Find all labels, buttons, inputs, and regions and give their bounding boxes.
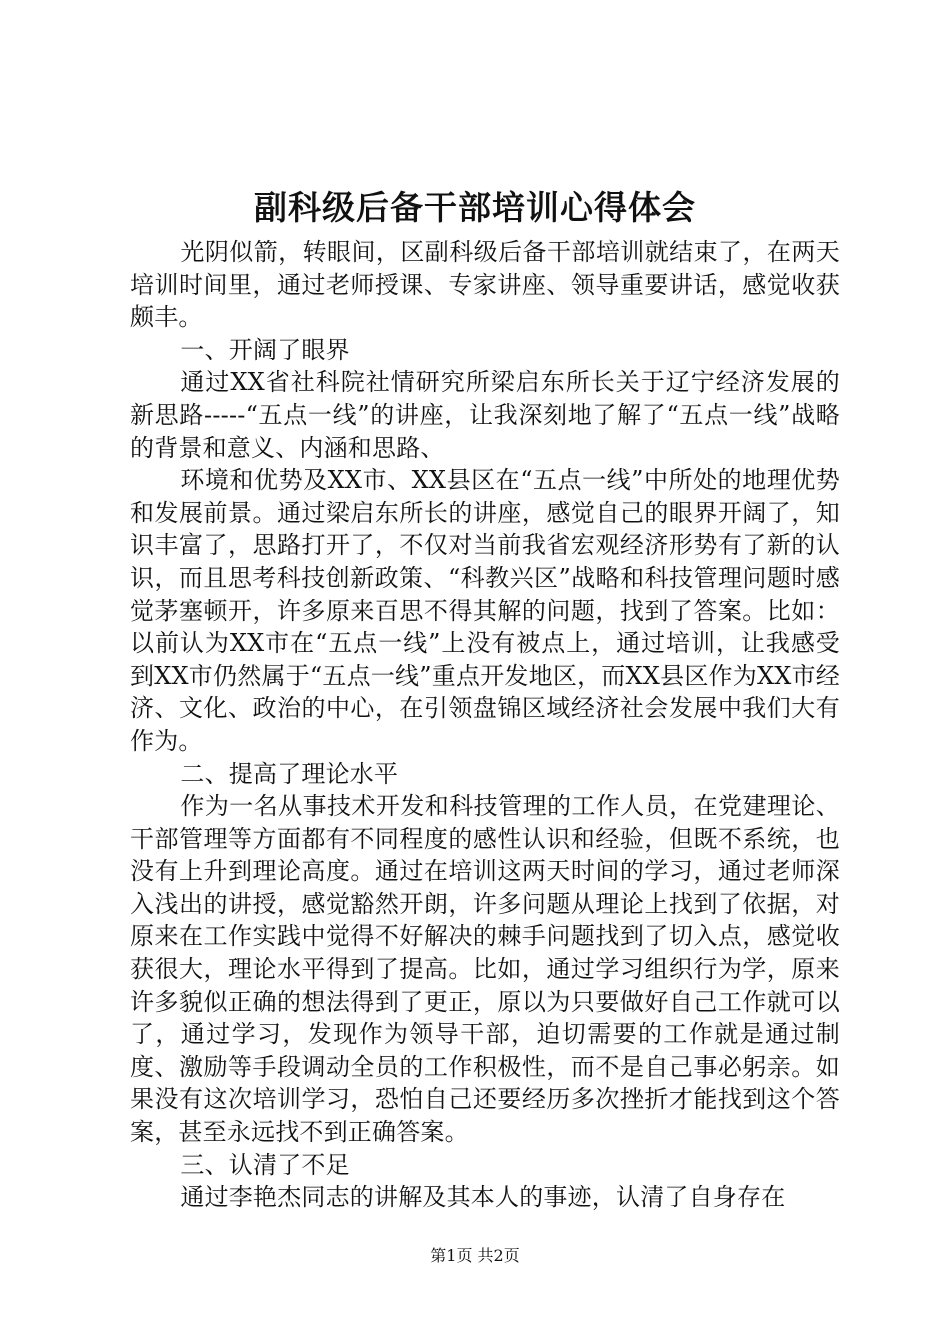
document-body <box>130 236 840 1214</box>
paragraph: 通过李艳杰同志的讲解及其本人的事迹，认清了自身存在 <box>180 1183 786 1212</box>
paragraph: 通过XX省社科院社情研究所梁启东所长关于辽宁经济发展的新思路-----“五点一线”的讲座，让我深刻地了解了“五点一线”战略的背景和意义、内涵和思路、 <box>130 368 840 462</box>
section-heading-1: 一、开阔了眼界 <box>180 335 350 364</box>
document-title: 副科级后备干部培训心得体会 <box>254 188 696 227</box>
section-heading-2: 二、提高了理论水平 <box>180 759 399 788</box>
page-footer: 第1页 共2页 <box>430 1246 520 1265</box>
paragraph: 作为一名从事技术开发和科技管理的工作人员，在党建理论、干部管理等方面都有不同程度的感性认识和经验，但既不系统，也没有上升到理论高度。通过在培训这两天时间的学习，通过老师深入浅出的讲授，感觉豁然开朗，许多问题从理论上找到了依据，对原来在工作实践中觉得不好解决的棘手问题找到了切入点，感觉收获很大，理论水平得到了提高。比如，通过学习组织行为学，原来许多貌似正确的想法得到了更正，原以为只要做好自己工作就可以了，通过学习，发现作为领导干部，迫切需要的工作就是通过制度、激励等手段调动全员的工作积极性，而不是自己事必躬亲。如果没有这次培训学习，恐怕自己还要经历多次挫折才能找到这个答案，甚至永远找不到正确答案。 <box>130 792 840 1147</box>
paragraph: 环境和优势及XX市、XX县区在“五点一线”中所处的地理优势和发展前景。通过梁启东所长的讲座，感觉自己的眼界开阔了，知识丰富了，思路打开了，不仅对当前我省宏观经济形势有了新的认识，而且思考科技创新政策、“科教兴区”战略和科技管理问题时感觉茅塞顿开，许多原来百思不得其解的问题，找到了答案。比如：以前认为XX市在“五点一线”上没有被点上，通过培训，让我感受到XX市仍然属于“五点一线”重点开发地区，而XX县区作为XX市经济、文化、政治的中心，在引领盘锦区域经济社会发展中我们大有作为。 <box>130 466 840 755</box>
paragraph-intro: 光阴似箭，转眼间，区副科级后备干部培训就结束了，在两天培训时间里，通过老师授课、专家讲座、领导重要讲话，感觉收获颇丰。 <box>130 238 840 332</box>
section-heading-3: 三、认清了不足 <box>180 1150 350 1179</box>
